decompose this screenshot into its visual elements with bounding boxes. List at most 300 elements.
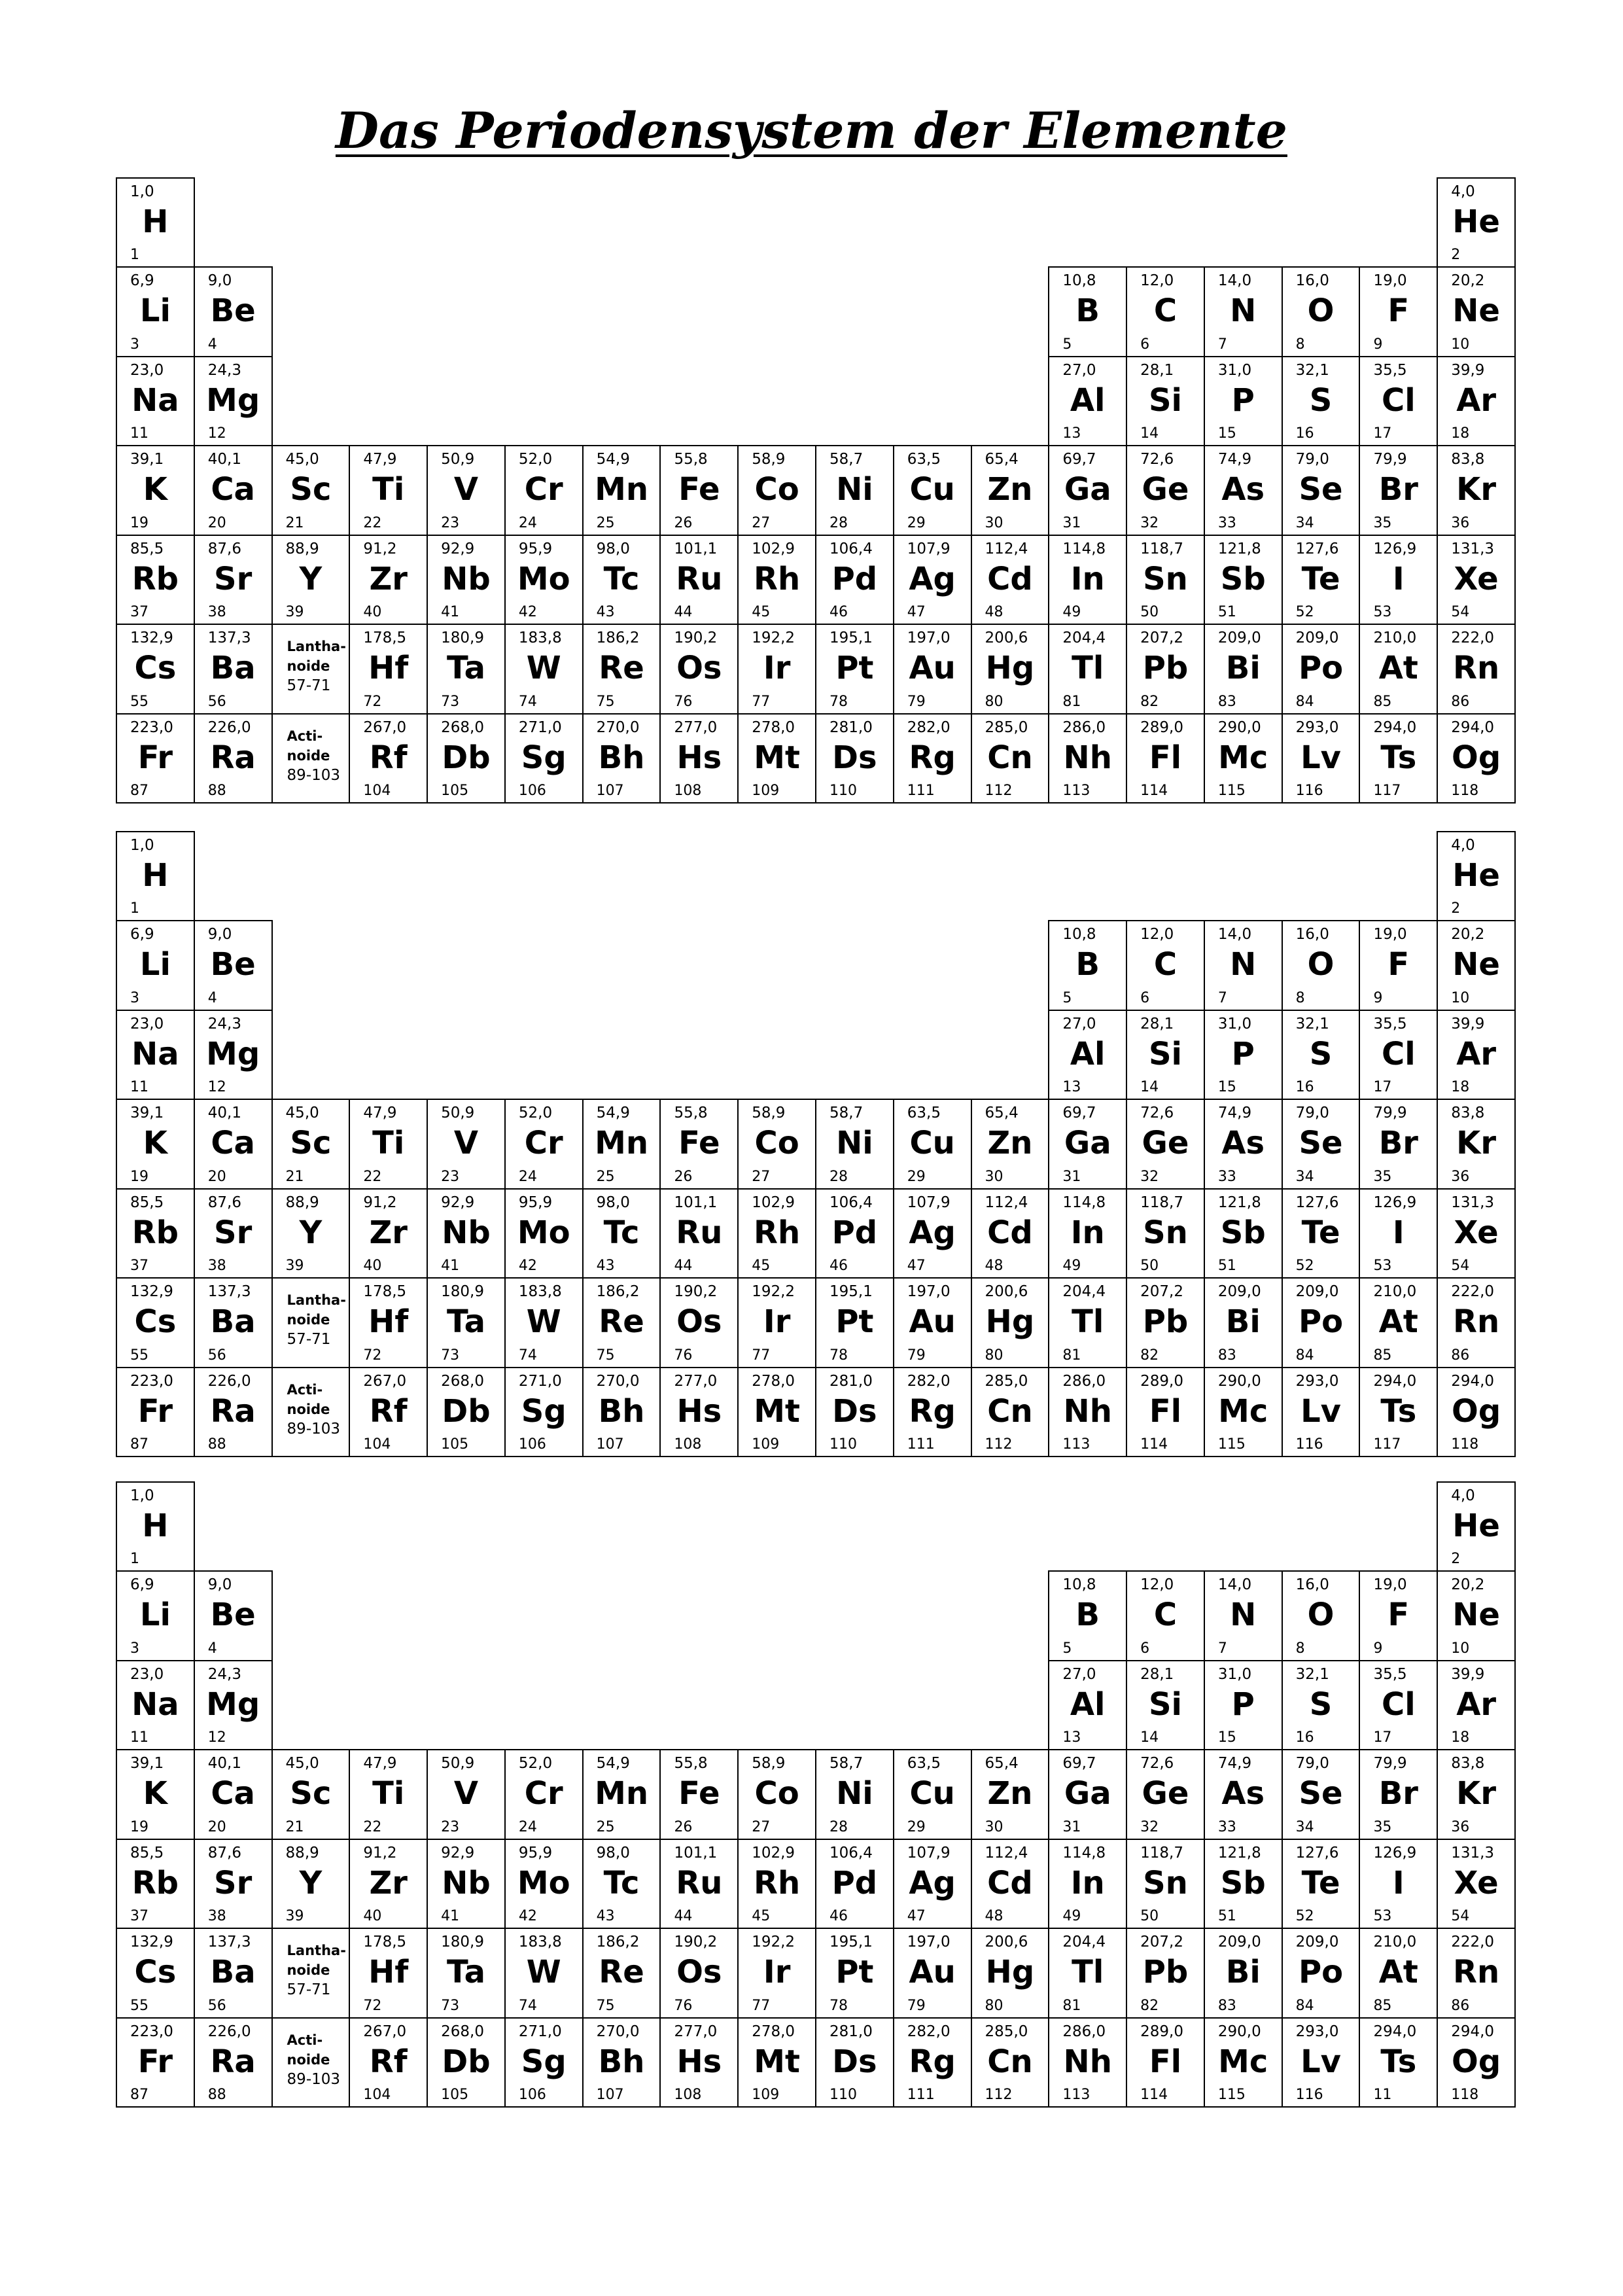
element-symbol: I <box>1392 560 1405 597</box>
atomic-number: 6 <box>1140 336 1150 353</box>
element-symbol: Sb <box>1220 560 1266 597</box>
element-cell <box>1282 1099 1361 1189</box>
element-symbol: Sn <box>1143 560 1188 597</box>
element-symbol: Ti <box>372 1125 405 1162</box>
element-cell <box>116 177 195 268</box>
element-cell <box>1282 266 1361 357</box>
element-cell <box>427 1277 506 1368</box>
atomic-mass: 65,4 <box>985 1104 1019 1122</box>
element-symbol: Co <box>754 1125 799 1162</box>
element-cell <box>1359 1749 1438 1839</box>
element-cell <box>1359 1099 1438 1189</box>
element-cell <box>893 1749 972 1839</box>
series-label: Lantha- noide <box>287 1943 346 1979</box>
atomic-mass: 195,1 <box>829 629 873 647</box>
atomic-number: 84 <box>1295 1347 1314 1364</box>
element-cell <box>1359 1928 1438 2018</box>
element-cell <box>1126 1188 1205 1279</box>
atomic-number: 118 <box>1451 2086 1479 2103</box>
atomic-number: 24 <box>518 1818 537 1835</box>
element-cell <box>737 535 816 625</box>
atomic-mass: 12,0 <box>1140 926 1174 944</box>
atomic-mass: 178,5 <box>363 629 407 647</box>
element-cell <box>1437 1481 1516 1572</box>
atomic-mass: 63,5 <box>907 1755 941 1773</box>
element-symbol: Mn <box>595 1775 648 1812</box>
atomic-number: 4 <box>207 336 217 353</box>
atomic-number: 8 <box>1295 1640 1305 1657</box>
element-cell <box>1282 1188 1361 1279</box>
series-cell <box>271 1928 351 2018</box>
element-symbol: Ca <box>211 1125 255 1162</box>
atomic-number: 85 <box>1373 1997 1392 2014</box>
atomic-number: 35 <box>1373 1168 1392 1185</box>
atomic-number: 41 <box>441 1258 460 1275</box>
element-cell <box>1204 1277 1283 1368</box>
element-symbol: Rb <box>131 1864 179 1901</box>
element-symbol: Ta <box>447 650 485 687</box>
element-cell <box>659 2017 739 2108</box>
atomic-number: 88 <box>207 782 226 799</box>
atomic-mass: 88,9 <box>285 1844 319 1862</box>
atomic-number: 40 <box>363 1258 382 1275</box>
element-cell <box>194 535 273 625</box>
element-cell <box>1437 356 1516 446</box>
element-cell <box>815 1839 894 1929</box>
element-cell <box>1204 445 1283 535</box>
atomic-number: 42 <box>518 1908 537 1925</box>
atomic-number: 37 <box>130 1258 148 1275</box>
atomic-mass: 32,1 <box>1295 361 1329 379</box>
atomic-mass: 55,8 <box>674 451 708 468</box>
atomic-number: 79 <box>907 1997 926 2014</box>
atomic-mass: 294,0 <box>1451 2022 1495 2040</box>
element-cell <box>582 713 661 804</box>
element-symbol: Og <box>1452 1392 1501 1430</box>
series-range: 57-71 <box>287 1331 331 1349</box>
atomic-mass: 290,0 <box>1217 2022 1261 2040</box>
atomic-number: 6 <box>1140 989 1150 1006</box>
atomic-number: 85 <box>1373 693 1392 710</box>
atomic-number: 29 <box>907 1818 926 1835</box>
element-cell <box>1359 713 1438 804</box>
element-symbol: Nh <box>1063 739 1112 776</box>
atomic-number: 115 <box>1217 1436 1246 1453</box>
atomic-mass: 281,0 <box>829 718 873 736</box>
atomic-mass: 131,3 <box>1451 1844 1495 1862</box>
element-cell <box>815 624 894 714</box>
atomic-number: 33 <box>1217 514 1236 531</box>
atomic-number: 84 <box>1295 693 1314 710</box>
element-symbol: Au <box>909 1954 956 1991</box>
atomic-number: 73 <box>441 1347 460 1364</box>
element-symbol: Br <box>1378 1125 1418 1162</box>
element-cell <box>815 535 894 625</box>
atomic-mass: 9,0 <box>207 1576 232 1594</box>
element-cell <box>1282 2017 1361 2108</box>
atomic-mass: 294,0 <box>1373 2022 1417 2040</box>
atomic-mass: 271,0 <box>518 1372 562 1390</box>
atomic-mass: 132,9 <box>130 629 173 647</box>
element-cell <box>1437 713 1516 804</box>
element-symbol: Ar <box>1456 381 1497 419</box>
atomic-number: 113 <box>1062 782 1091 799</box>
element-symbol: Pt <box>835 650 874 687</box>
atomic-number: 55 <box>130 1997 148 2014</box>
atomic-number: 34 <box>1295 514 1314 531</box>
atomic-mass: 4,0 <box>1451 1487 1475 1504</box>
atomic-mass: 186,2 <box>596 629 640 647</box>
atomic-mass: 16,0 <box>1295 1576 1329 1594</box>
atomic-mass: 28,1 <box>1140 361 1174 379</box>
element-cell <box>1204 713 1283 804</box>
atomic-mass: 24,3 <box>207 1015 241 1033</box>
element-cell <box>1282 1749 1361 1839</box>
atomic-number: 33 <box>1217 1818 1236 1835</box>
atomic-number: 77 <box>752 1347 771 1364</box>
atomic-mass: 210,0 <box>1373 1934 1417 1951</box>
element-symbol: Nh <box>1063 2043 1112 2080</box>
element-cell <box>1359 1367 1438 1457</box>
element-cell <box>815 1277 894 1368</box>
element-symbol: Rh <box>754 1864 801 1901</box>
atomic-mass: 47,9 <box>363 1755 397 1773</box>
atomic-mass: 23,0 <box>130 1665 164 1683</box>
atomic-number: 107 <box>596 782 624 799</box>
element-cell <box>737 2017 816 2108</box>
atomic-number: 41 <box>441 1908 460 1925</box>
element-symbol: W <box>526 1954 561 1991</box>
element-cell <box>1437 831 1516 921</box>
element-cell <box>1048 2017 1127 2108</box>
atomic-mass: 180,9 <box>441 629 484 647</box>
element-cell <box>893 1099 972 1189</box>
atomic-number: 117 <box>1373 782 1401 799</box>
atomic-number: 16 <box>1295 1729 1314 1746</box>
element-symbol: Sg <box>521 2043 567 2080</box>
element-symbol: S <box>1309 381 1333 419</box>
element-cell <box>1437 1928 1516 2018</box>
element-cell <box>737 445 816 535</box>
atomic-mass: 54,9 <box>596 1104 630 1122</box>
element-cell <box>1126 1749 1205 1839</box>
element-cell <box>1126 1570 1205 1661</box>
element-cell <box>1126 445 1205 535</box>
atomic-number: 116 <box>1295 2086 1323 2103</box>
element-symbol: At <box>1378 1303 1418 1341</box>
atomic-mass: 65,4 <box>985 451 1019 468</box>
atomic-mass: 88,9 <box>285 1193 319 1211</box>
element-cell <box>737 1839 816 1929</box>
element-symbol: Mn <box>595 1125 648 1162</box>
atomic-number: 3 <box>130 1640 139 1657</box>
element-symbol: Ra <box>210 739 256 776</box>
element-cell <box>271 1749 351 1839</box>
atomic-number: 27 <box>752 514 771 531</box>
atomic-mass: 118,7 <box>1140 540 1183 557</box>
atomic-mass: 126,9 <box>1373 1193 1417 1211</box>
atomic-number: 25 <box>596 1168 615 1185</box>
atomic-mass: 197,0 <box>907 1283 951 1301</box>
element-cell <box>582 1928 661 2018</box>
element-cell <box>971 1277 1050 1368</box>
atomic-number: 117 <box>1373 1436 1401 1453</box>
atomic-number: 16 <box>1295 1079 1314 1096</box>
element-symbol: Os <box>676 1954 722 1991</box>
atomic-number: 87 <box>130 1436 148 1453</box>
atomic-mass: 50,9 <box>441 1755 475 1773</box>
atomic-mass: 39,9 <box>1451 361 1485 379</box>
atomic-number: 39 <box>285 1908 304 1925</box>
atomic-number: 20 <box>207 514 226 531</box>
atomic-mass: 180,9 <box>441 1283 484 1301</box>
atomic-mass: 293,0 <box>1295 718 1339 736</box>
element-cell <box>815 2017 894 2108</box>
atomic-number: 5 <box>1062 336 1072 353</box>
atomic-number: 1 <box>130 247 139 264</box>
element-cell <box>1048 1928 1127 2018</box>
element-cell <box>582 1749 661 1839</box>
atomic-mass: 58,7 <box>829 1755 864 1773</box>
atomic-number: 112 <box>985 1436 1013 1453</box>
element-cell <box>116 1660 195 1750</box>
atomic-mass: 72,6 <box>1140 1104 1174 1122</box>
element-symbol: Zr <box>369 1214 408 1251</box>
element-symbol: Ag <box>909 560 956 597</box>
element-symbol: Fe <box>678 1125 720 1162</box>
element-symbol: Tc <box>603 560 640 597</box>
element-cell <box>815 1099 894 1189</box>
element-symbol: Rf <box>369 1392 408 1430</box>
element-cell <box>971 1188 1050 1279</box>
element-symbol: Si <box>1148 381 1182 419</box>
atomic-mass: 114,8 <box>1062 1193 1106 1211</box>
element-cell <box>116 1367 195 1457</box>
atomic-mass: 289,0 <box>1140 2022 1183 2040</box>
element-cell <box>194 1099 273 1189</box>
atomic-mass: 85,5 <box>130 1193 164 1211</box>
atomic-mass: 106,4 <box>829 1193 873 1211</box>
atomic-number: 81 <box>1062 1347 1081 1364</box>
element-cell <box>737 1928 816 2018</box>
element-cell <box>116 713 195 804</box>
series-range: 57-71 <box>287 1981 331 1999</box>
element-symbol: V <box>453 1125 479 1162</box>
element-symbol: Ds <box>832 2043 877 2080</box>
element-cell <box>194 1367 273 1457</box>
element-symbol: Hf <box>368 650 409 687</box>
atomic-number: 9 <box>1373 1640 1383 1657</box>
atomic-number: 17 <box>1373 425 1392 442</box>
atomic-number: 28 <box>829 1818 848 1835</box>
atomic-mass: 222,0 <box>1451 629 1495 647</box>
element-symbol: Db <box>442 1392 491 1430</box>
atomic-number: 108 <box>674 1436 702 1453</box>
atomic-number: 110 <box>829 1436 857 1453</box>
element-symbol: Bi <box>1225 1303 1261 1341</box>
atomic-mass: 209,0 <box>1295 629 1339 647</box>
element-cell <box>1282 445 1361 535</box>
element-symbol: Te <box>1301 1864 1340 1901</box>
atomic-mass: 271,0 <box>518 2022 562 2040</box>
element-symbol: Bi <box>1225 1954 1261 1991</box>
element-symbol: Cn <box>987 1392 1033 1430</box>
element-cell <box>116 1928 195 2018</box>
atomic-number: 113 <box>1062 2086 1091 2103</box>
atomic-mass: 277,0 <box>674 718 718 736</box>
atomic-mass: 20,2 <box>1451 1576 1485 1594</box>
element-symbol: Ni <box>836 471 873 508</box>
element-cell <box>1126 1839 1205 1929</box>
atomic-mass: 293,0 <box>1295 2022 1339 2040</box>
element-cell <box>194 445 273 535</box>
element-symbol: Cu <box>909 471 955 508</box>
atomic-number: 86 <box>1451 1347 1470 1364</box>
element-cell <box>427 1367 506 1457</box>
atomic-number: 27 <box>752 1168 771 1185</box>
atomic-number: 55 <box>130 1347 148 1364</box>
element-symbol: Sn <box>1143 1864 1188 1901</box>
atomic-number: 25 <box>596 1818 615 1835</box>
atomic-mass: 91,2 <box>363 1193 397 1211</box>
element-symbol: Cd <box>987 1864 1033 1901</box>
atomic-number: 21 <box>285 514 304 531</box>
element-symbol: Ir <box>763 1954 791 1991</box>
element-symbol: Rh <box>754 560 801 597</box>
atomic-mass: 121,8 <box>1217 1193 1261 1211</box>
atomic-number: 73 <box>441 693 460 710</box>
element-symbol: Sg <box>521 1392 567 1430</box>
atomic-mass: 95,9 <box>518 540 553 557</box>
atomic-mass: 63,5 <box>907 1104 941 1122</box>
atomic-mass: 1,0 <box>130 183 154 200</box>
element-cell <box>1126 1660 1205 1750</box>
element-cell <box>1282 1660 1361 1750</box>
element-cell <box>737 624 816 714</box>
atomic-mass: 14,0 <box>1217 1576 1252 1594</box>
atomic-mass: 58,9 <box>752 1104 786 1122</box>
atomic-number: 53 <box>1373 1258 1392 1275</box>
atomic-number: 81 <box>1062 1997 1081 2014</box>
atomic-mass: 27,0 <box>1062 1665 1096 1683</box>
atomic-mass: 294,0 <box>1373 1372 1417 1390</box>
element-cell <box>1204 1010 1283 1100</box>
atomic-number: 56 <box>207 1997 226 2014</box>
atomic-mass: 121,8 <box>1217 540 1261 557</box>
element-cell <box>893 2017 972 2108</box>
element-symbol: S <box>1309 1686 1333 1723</box>
element-symbol: Xe <box>1454 560 1499 597</box>
atomic-mass: 87,6 <box>207 540 241 557</box>
element-symbol: O <box>1307 1597 1335 1634</box>
atomic-mass: 290,0 <box>1217 718 1261 736</box>
atomic-mass: 95,9 <box>518 1844 553 1862</box>
atomic-number: 107 <box>596 2086 624 2103</box>
atomic-mass: 106,4 <box>829 540 873 557</box>
atomic-mass: 285,0 <box>985 1372 1028 1390</box>
atomic-number: 1 <box>130 900 139 917</box>
atomic-number: 75 <box>596 1347 615 1364</box>
element-symbol: Si <box>1148 1686 1182 1723</box>
atomic-mass: 14,0 <box>1217 926 1252 944</box>
atomic-number: 88 <box>207 2086 226 2103</box>
element-cell <box>1282 1839 1361 1929</box>
atomic-number: 29 <box>907 1168 926 1185</box>
element-cell <box>1282 1010 1361 1100</box>
atomic-mass: 137,3 <box>207 1283 251 1301</box>
atomic-number: 112 <box>985 782 1013 799</box>
element-cell <box>116 356 195 446</box>
element-cell <box>427 535 506 625</box>
element-cell <box>971 1099 1050 1189</box>
atomic-mass: 58,9 <box>752 1755 786 1773</box>
element-cell <box>1437 177 1516 268</box>
atomic-mass: 88,9 <box>285 540 319 557</box>
atomic-mass: 20,2 <box>1451 272 1485 290</box>
element-symbol: Cl <box>1381 1035 1416 1072</box>
element-symbol: Na <box>131 1035 179 1072</box>
atomic-number: 23 <box>441 1818 460 1835</box>
element-symbol: B <box>1075 292 1100 330</box>
atomic-mass: 19,0 <box>1373 1576 1407 1594</box>
atomic-number: 47 <box>907 1258 926 1275</box>
element-cell <box>582 1277 661 1368</box>
element-cell <box>1437 535 1516 625</box>
atomic-number: 26 <box>674 1168 693 1185</box>
atomic-mass: 79,0 <box>1295 1104 1329 1122</box>
atomic-number: 19 <box>130 1818 148 1835</box>
element-cell <box>659 1367 739 1457</box>
atomic-mass: 200,6 <box>985 1283 1028 1301</box>
element-cell <box>582 1367 661 1457</box>
atomic-mass: 31,0 <box>1217 1015 1252 1033</box>
atomic-mass: 106,4 <box>829 1844 873 1862</box>
atomic-number: 41 <box>441 604 460 621</box>
atomic-number: 3 <box>130 336 139 353</box>
atomic-mass: 271,0 <box>518 718 562 736</box>
element-symbol: Ru <box>676 1214 723 1251</box>
element-cell <box>349 1099 428 1189</box>
element-symbol: Be <box>210 292 256 330</box>
atomic-number: 54 <box>1451 604 1470 621</box>
element-cell <box>1048 1660 1127 1750</box>
element-symbol: Ag <box>909 1214 956 1251</box>
element-cell <box>893 445 972 535</box>
atomic-mass: 52,0 <box>518 1755 553 1773</box>
atomic-mass: 72,6 <box>1140 451 1174 468</box>
atomic-number: 81 <box>1062 693 1081 710</box>
element-cell <box>1359 2017 1438 2108</box>
atomic-number: 79 <box>907 1347 926 1364</box>
element-symbol: Nh <box>1063 1392 1112 1430</box>
element-cell <box>194 2017 273 2108</box>
atomic-mass: 19,0 <box>1373 926 1407 944</box>
element-symbol: Li <box>139 946 171 983</box>
atomic-number: 16 <box>1295 425 1314 442</box>
atomic-number: 10 <box>1451 336 1470 353</box>
element-cell <box>1204 1188 1283 1279</box>
atomic-number: 114 <box>1140 2086 1168 2103</box>
element-symbol: Mt <box>754 1392 800 1430</box>
element-symbol: Cn <box>987 739 1033 776</box>
element-symbol: Te <box>1301 1214 1340 1251</box>
element-cell <box>116 1839 195 1929</box>
element-cell <box>893 1188 972 1279</box>
atomic-mass: 12,0 <box>1140 1576 1174 1594</box>
atomic-number: 84 <box>1295 1997 1314 2014</box>
atomic-number: 76 <box>674 1347 693 1364</box>
element-symbol: Lv <box>1300 739 1341 776</box>
